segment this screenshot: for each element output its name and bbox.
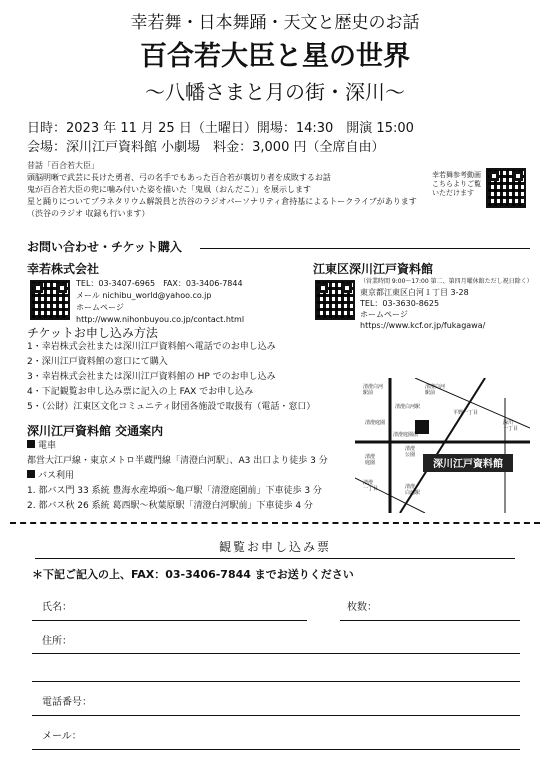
- ticket-item: 2・深川江戸資料館の窓口にて購入: [27, 357, 168, 367]
- qr-note-line: こちらよりご覧: [432, 180, 481, 188]
- museum-tel: TEL：03-3630-8625: [360, 299, 440, 308]
- ticket-item: 5・（公財）江東区文化コミュニティ財団各施設で取扱有（電話・窓口）: [27, 402, 316, 412]
- form-title: 観覧お申し込み票: [218, 540, 331, 554]
- museum-hp-link[interactable]: https://www.kcf.or.jp/fukagawa/: [360, 321, 486, 330]
- map-place-label: 駅前: [425, 390, 436, 396]
- phone-label: 電話番号：: [42, 697, 92, 708]
- contact-heading: お問い合わせ・チケット購入: [27, 240, 182, 254]
- map-place-label: 一丁目: [503, 426, 519, 432]
- desc-line: 頭脳明晰で武芸に長けた勇者、弓の名手でもあった百合若が裏切り者を成敗するお話: [27, 173, 331, 182]
- phone-field[interactable]: [32, 715, 520, 716]
- event-venue: 会場：深川江戸資料館 小劇場 料金：3,000 円（全席自由）: [27, 140, 385, 155]
- cut-line: [10, 522, 540, 524]
- company-qr-code[interactable]: [30, 280, 70, 320]
- mail-field[interactable]: [32, 749, 520, 750]
- museum-hp-label: ホームページ: [360, 310, 408, 319]
- train-label: 電車: [38, 441, 57, 451]
- train-info: 都営大江戸線・東京メトロ半蔵門線「清澄白河駅」、A3 出口より徒歩 3 分: [27, 456, 328, 466]
- access-info: [27, 439, 357, 514]
- map-place-label: 平野一丁目: [453, 410, 479, 416]
- desc-line: （渋谷のラジオ 収録も行います）: [27, 209, 150, 218]
- map-place-label: 清澄白河: [363, 384, 384, 390]
- address-field-2[interactable]: [32, 681, 520, 682]
- desc-line: 昔話「百合若大臣」: [27, 161, 99, 170]
- company-name: 幸若株式会社: [27, 262, 100, 276]
- mail-label: メール：: [42, 731, 82, 742]
- company-info: [76, 278, 244, 326]
- bus-label: バス利用: [38, 471, 75, 481]
- form-instruction: ＊下記ご記入の上、FAX：03-3406-7844 までお送りください: [32, 568, 354, 581]
- form-title-line: [35, 558, 515, 559]
- desc-line: 星と踊りについてプラネタリウム解説員と渋谷のラジオパーソナリティ倉持基によるトークライブがあります: [27, 197, 417, 206]
- divider: [200, 248, 530, 249]
- company-hp-link[interactable]: http://www.nihonbuyou.co.jp/contact.html: [76, 315, 245, 324]
- name-label: 氏名：: [42, 602, 72, 613]
- map-place-label: 清澄白河駅: [395, 404, 421, 410]
- ticket-list: [27, 340, 347, 415]
- video-qr-code[interactable]: [486, 168, 526, 208]
- museum-address: 東京都江東区白河１丁目 3-28: [360, 288, 469, 297]
- page-title: 百合若大臣と星の世界: [140, 41, 410, 72]
- bus-route-2: 2. 都バス秋 26 系統 葛西駅〜秋葉原駅「清澄白河駅前」下車徒歩 4 分: [27, 501, 313, 511]
- name-field[interactable]: [32, 620, 307, 621]
- map-place-label: 庭園: [365, 460, 376, 466]
- company-hp-label: ホームページ: [76, 303, 124, 312]
- map-place-label: 清澄庭園: [365, 420, 386, 426]
- access-heading: 深川江戸資料館 交通案内: [27, 424, 164, 438]
- qr-note-line: 幸若舞参考動画: [432, 171, 481, 179]
- ticket-item: 3・幸岩株式会社または深川江戸資料館の HP でのお申し込み: [27, 372, 276, 382]
- map-place-label: 清澄: [405, 484, 416, 490]
- address-field-1[interactable]: [32, 653, 520, 654]
- page-subtitle: 〜八幡さまと月の街・深川〜: [145, 80, 405, 104]
- desc-line: 鬼が百合若大臣の兜に噛み付いた姿を描いた「鬼凧（おんだこ）」を展示します: [27, 185, 311, 194]
- map-place-label: 深川: [503, 420, 514, 426]
- description: [27, 160, 437, 220]
- museum-qr-code[interactable]: [315, 280, 355, 320]
- subheading: 幸若舞・日本舞踊・天文と歴史のお話: [130, 13, 420, 33]
- event-date: 日時：2023 年 11 月 25 日（土曜日）開場：14:30 開演 15:00: [27, 121, 414, 136]
- map-place-label: 駅前: [363, 390, 374, 396]
- museum-hours: （営業時間 9:00〜17:00 第二、第四月曜休館ただし祝日除く）: [360, 278, 533, 285]
- map-place-label: 清澄: [363, 480, 374, 486]
- map-label: 深川江戸資料館: [433, 459, 503, 470]
- ticket-item: 4・下記観覧お申し込み票に記入の上 FAX でお申し込み: [27, 387, 254, 397]
- square-icon: [27, 470, 35, 478]
- map-place-label: 公園: [405, 452, 416, 458]
- qr-note-line: いただけます: [432, 189, 474, 197]
- ticket-item: 1・幸岩株式会社または深川江戸資料館へ電話でのお申し込み: [27, 342, 276, 352]
- map-place-label: 白河駅: [405, 490, 421, 496]
- count-field[interactable]: [340, 620, 520, 621]
- map-place-label: 一丁目: [363, 486, 379, 492]
- train-label-row: [27, 439, 357, 454]
- map-place-label: 清澄庭園前: [393, 432, 419, 438]
- map-place-label: 清澄: [365, 454, 376, 460]
- address-label: 住所：: [42, 636, 72, 647]
- ticket-heading: チケットお申し込み方法: [27, 326, 158, 340]
- qr-note: [432, 171, 481, 198]
- museum-info: [360, 276, 533, 331]
- bus-route-1: 1. 都バス門 33 系統 豊海水産埠頭〜亀戸駅「清澄庭園前」下車徒歩 3 分: [27, 486, 322, 496]
- map-place-label: 清澄: [405, 446, 416, 452]
- square-icon: [27, 440, 35, 448]
- bus-label-row: [27, 469, 357, 484]
- company-tel: TEL：03-3407-6965 FAX：03-3406-7844: [76, 279, 243, 288]
- company-mail[interactable]: メール nichibu_world@yahoo.co.jp: [76, 291, 212, 300]
- museum-name: 江東区深川江戸資料館: [313, 262, 434, 276]
- access-map: [355, 378, 530, 513]
- map-place-label: 清澄白河: [425, 384, 446, 390]
- count-label: 枚数：: [347, 602, 377, 613]
